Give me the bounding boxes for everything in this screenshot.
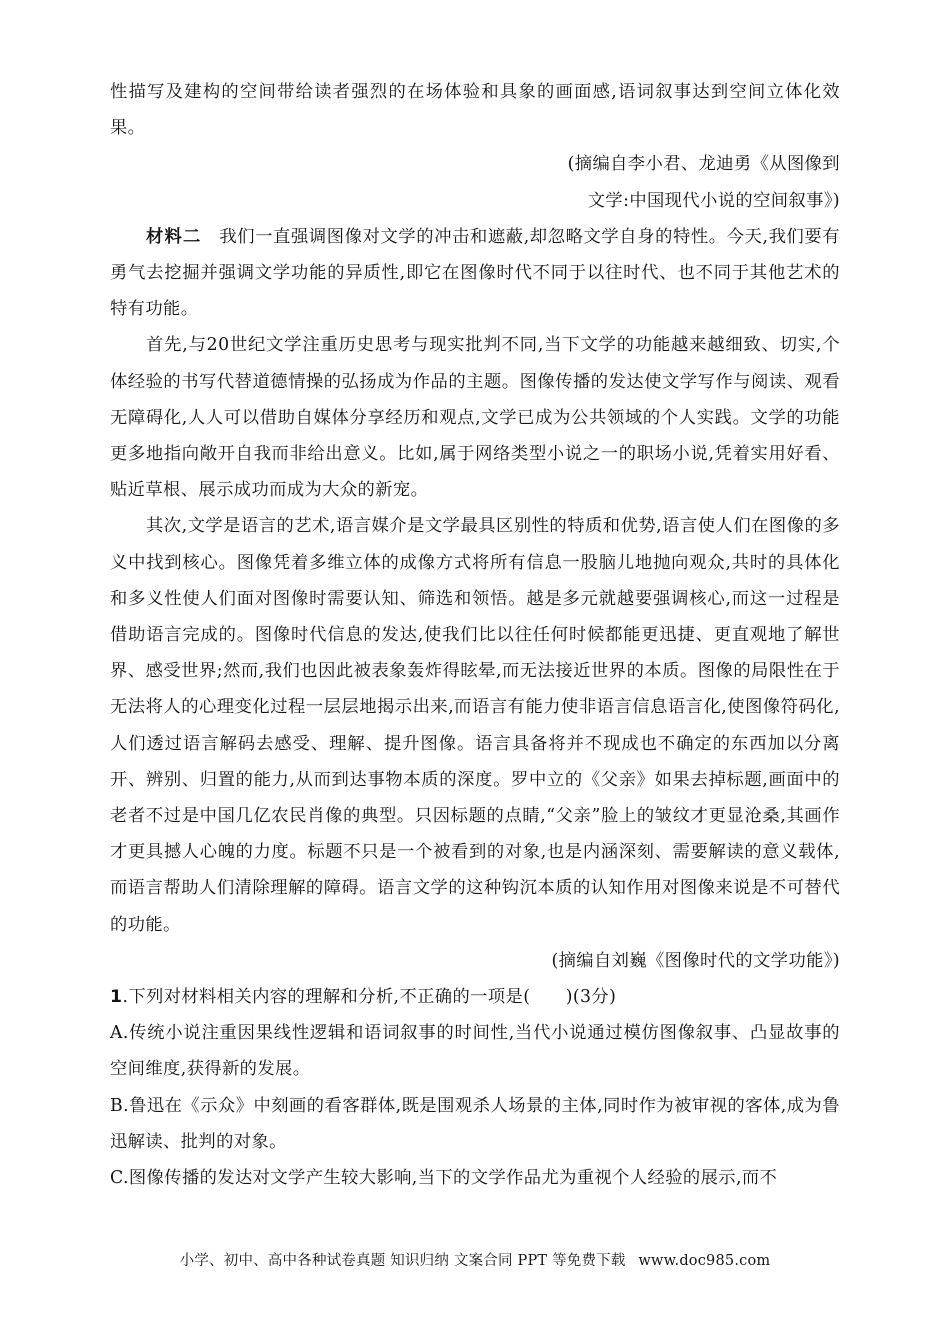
question-1-option-c: C.图像传播的发达对文学产生较大影响,当下的文学作品尤为重视个人经验的展示,而不 (110, 1168, 778, 1189)
source-citation-1-line-1: (摘编自李小君、龙迪勇《从图像到 (567, 154, 840, 175)
question-1-stem (110, 979, 840, 1015)
intro-paragraph: 性描写及建构的空间带给读者强烈的在场体验和具象的画面感,语词叙事达到空间立体化效果。 (110, 82, 840, 139)
question-stem-text: .下列对材料相关内容的理解和分析,不正确的一项是( )(3分) (122, 987, 617, 1008)
source-citation-1-line-2: 文学:中国现代小说的空间叙事》) (587, 190, 840, 211)
page-footer (0, 1249, 950, 1270)
source-citation-2: (摘编自刘巍《图像时代的文学功能》) (551, 950, 840, 971)
footer-text: 小学、初中、高中各种试卷真题 知识归纳 文案合同 PPT 等免费下载 (179, 1253, 626, 1269)
footer-url: www.doc985.com (638, 1253, 771, 1269)
question-1-option-a: A.传统小说注重因果线性逻辑和语词叙事的时间性,当代小说通过模仿图像叙事、凸显故事的空间维度,获得新的发展。 (110, 1023, 840, 1080)
material-2-paragraph-2: 首先,与20世纪文学注重历史思考与现实批判不同,当下文学的功能越来越细致、切实,个体经验的书写代替道德情操的弘扬成为作品的主题。图像传播的发达使文学写作与阅读、观看无障碍化,人人可以借助自媒体分享经历和观点,文学已成为公共领域的个人实践。文学的功能更多地指向敞开自我而非给出意义。比如,属于网络类型小说之一的职场小说,凭着实用好看、贴近草根、展示成功而成为大众的新宠。 (110, 335, 840, 501)
document-body (110, 74, 840, 1196)
material-2-p1-text: 我们一直强调图像对文学的冲击和遮蔽,却忽略文学自身的特性。今天,我们要有勇气去挖掘并强调文学功能的异质性,即它在图像时代不同于以往时代、也不同于其他艺术的特有功能。 (110, 226, 840, 320)
question-number: 1 (110, 987, 123, 1008)
material-2-paragraph-3: 其次,文学是语言的艺术,语言媒介是文学最具区别性的特质和优势,语言使人们在图像的多义中找到核心。图像凭着多维立体的成像方式将所有信息一股脑儿地抛向观众,共时的具体化和多义性使人们面对图像时需要认知、筛选和领悟。越是多元就越要强调核心,而这一过程是借助语言完成的。图像时代信息的发达,使我们比以往任何时候都能更迅捷、更直观地了解世界、感受世界;然而,我们也因此被表象轰炸得眩晕,而无法接近世界的本质。图像的局限性在于无法将人的心理变化过程一层层地揭示出来,而语言有能力使非语言信息语言化,使图像符码化,人们透过语言解码去感受、理解、提升图像。语言具备将并不现成也不确定的东西加以分离开、辨别、归置的能力,从而到达事物本质的深度。罗中立的《父亲》如果去掉标题,画面中的老者不过是中国几亿农民肖像的典型。只因标题的点睛,“父亲”脸上的皱纹才更显沧桑,其画作才更具撼人心魄的力度。标题不只是一个被看到的对象,也是内涵深刻、需要解读的意义载体,而语言帮助人们清除理解的障碍。语言文学的这种钩沉本质的认知作用对图像来说是不可替代的功能。 (110, 516, 840, 935)
material-2-paragraph-1 (110, 219, 840, 328)
material-2-label: 材料二 (146, 226, 202, 247)
question-1-option-b: B.鲁迅在《示众》中刻画的看客群体,既是围观杀人场景的主体,同时作为被审视的客体,成为鲁迅解读、批判的对象。 (110, 1095, 840, 1152)
